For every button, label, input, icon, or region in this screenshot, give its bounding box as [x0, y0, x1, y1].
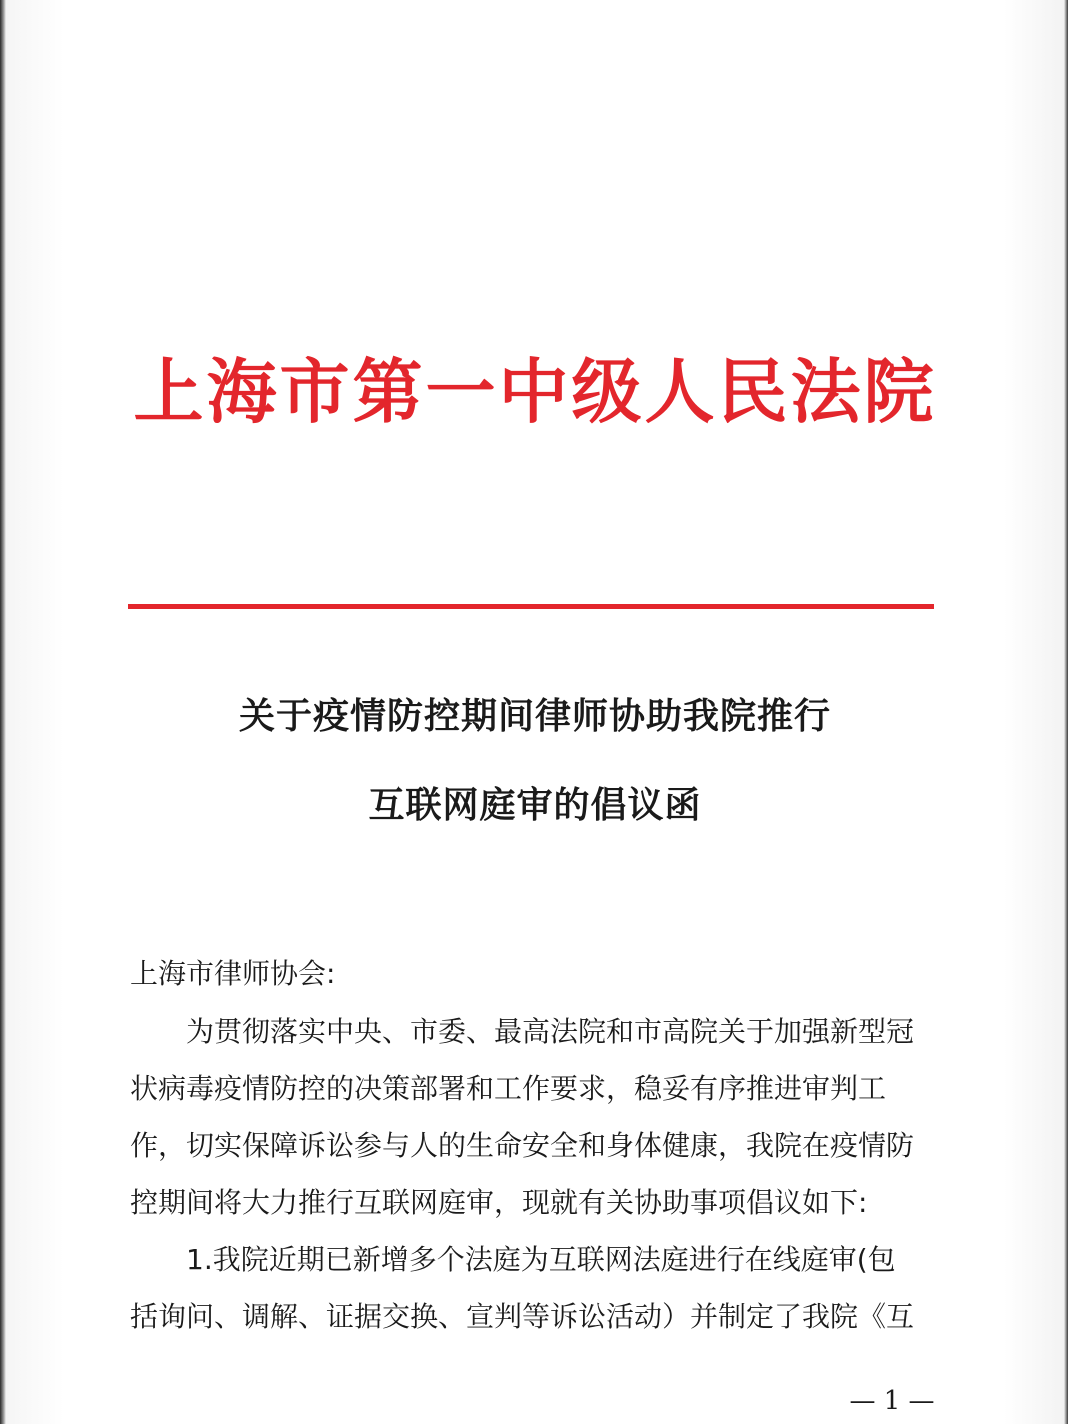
body-line-1: 为贯彻落实中央、市委、最高法院和市高院关于加强新型冠 [186, 1015, 915, 1048]
body-line-4: 控期间将大力推行互联网庭审，现就有关协助事项倡议如下: [130, 1186, 868, 1219]
document-title-line-1: 关于疫情防控期间律师协助我院推行 [238, 695, 831, 737]
body-line-2: 状病毒疫情防控的决策部署和工作要求，稳妥有序推进审判工 [130, 1072, 887, 1105]
document-title-line-2: 互联网庭审的倡议函 [368, 784, 702, 826]
masthead-red-rule [128, 604, 934, 609]
salutation: 上海市律师协会: [130, 957, 336, 990]
body-line-6: 括询问、调解、证据交换、宣判等诉讼活动）并制定了我院《互 [130, 1300, 915, 1333]
body-line-3: 作，切实保障诉讼参与人的生命安全和身体健康，我院在疫情防 [130, 1129, 915, 1162]
issuer-masthead: 上海市第一中级人民法院 [133, 350, 937, 433]
page-number: — 1 — [849, 1386, 935, 1416]
page-right-shadow [1064, 0, 1068, 1424]
page-left-shadow [0, 0, 6, 1424]
body-line-5: 1.我院近期已新增多个法庭为互联网法庭进行在线庭审(包 [186, 1243, 896, 1276]
